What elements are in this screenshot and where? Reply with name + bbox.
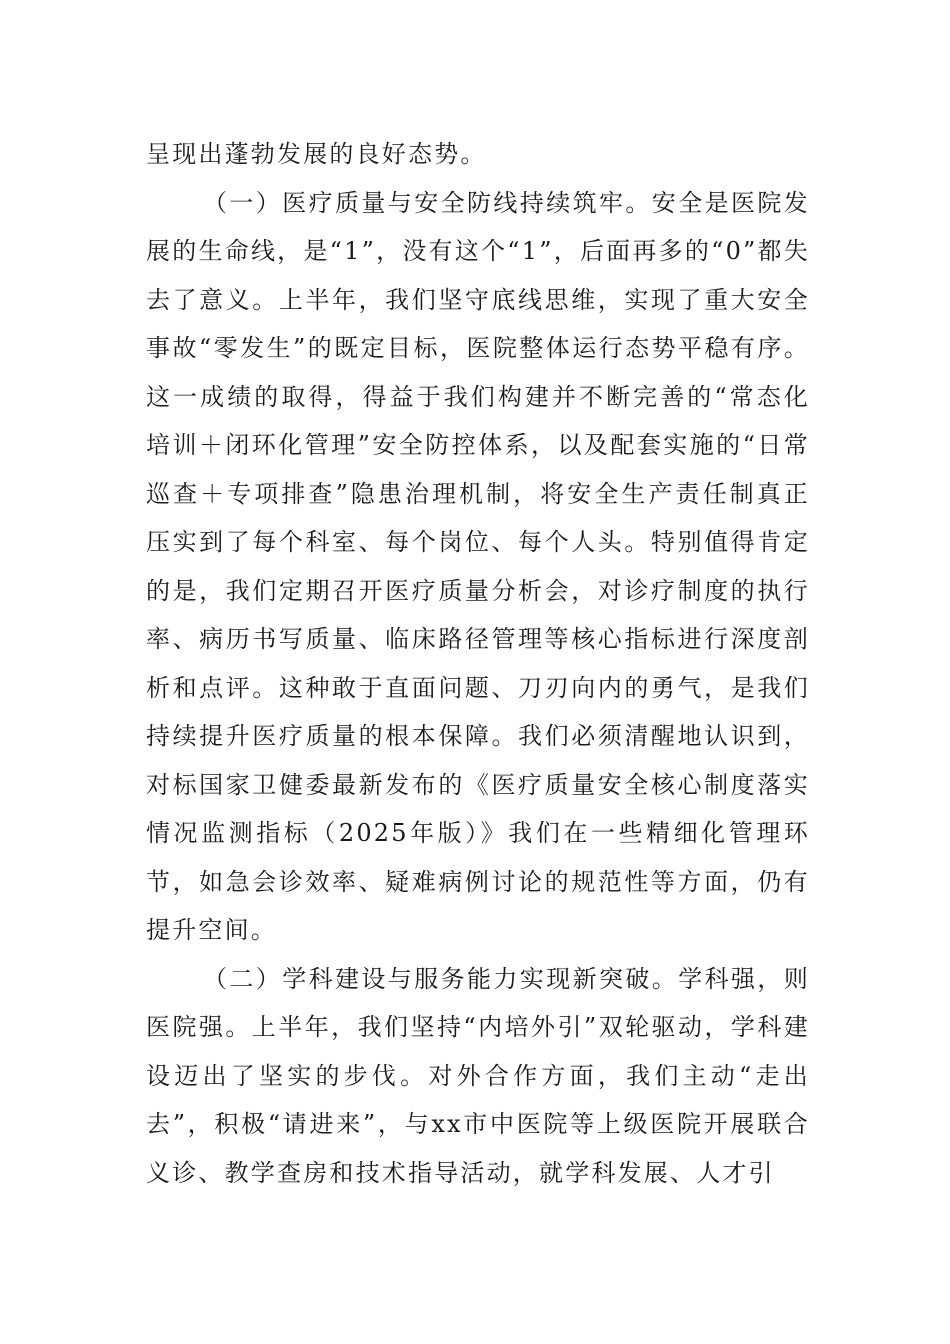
paragraph-continuation: 呈现出蓬勃发展的良好态势。 [146, 140, 487, 168]
paragraph-discipline-construction: （二）学科建设与服务能力实现新突破。学科强，则医院强。上半年，我们坚持“内培外引”双轮驱动，学科建设迈出了坚实的步伐。对外合作方面，我们主动“走出去”，积极“请进来”，与xx市中医院等上级医院开展联合义诊、教学查房和技术指导活动，就学科发展、人才引 [146, 964, 810, 1187]
paragraph-medical-quality-safety: （一）医疗质量与安全防线持续筑牢。安全是医院发展的生命线，是“1”，没有这个“1”，后面再多的“0”都失去了意义。上半年，我们坚守底线思维，实现了重大安全事故“零发生”的既定目标，医院整体运行态势平稳有序。这一成绩的取得，得益于我们构建并不断完善的“常态化培训＋闭环化管理”安全防控体系，以及配套实施的“日常巡查＋专项排查”隐患治理机制，将安全生产责任制真正压实到了每个科室、每个岗位、每个人头。特别值得肯定的是，我们定期召开医疗质量分析会，对诊疗制度的执行率、病历书写质量、临床路径管理等核心指标进行深度剖析和点评。这种敢于直面问题、刀刃向内的勇气，是我们持续提升医疗质量的根本保障。我们必须清醒地认识到，对标国家卫健委最新发布的《医疗质量安全核心制度落实情况监测指标（2025年版）》我们在一些精细化管理环节，如急会诊效率、疑难病例讨论的规范性等方面，仍有提升空间。 [146, 188, 810, 944]
document-body [146, 130, 810, 1197]
